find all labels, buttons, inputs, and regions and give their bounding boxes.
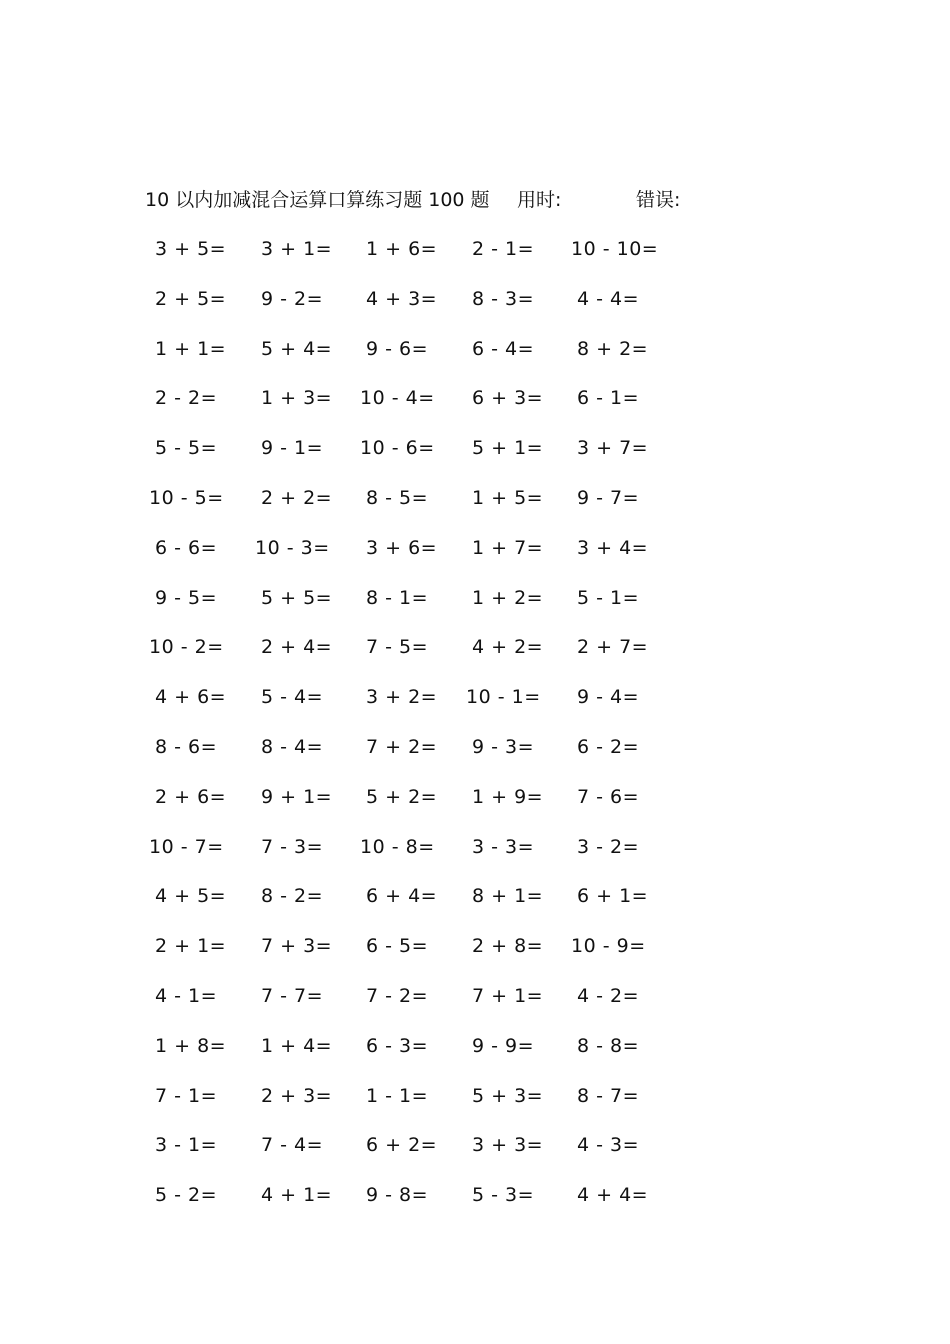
problem-item: 5 - 4=	[261, 686, 324, 709]
problem-item: 10 - 2=	[149, 636, 224, 659]
problem-item: 1 + 8=	[155, 1034, 227, 1057]
problem-item: 9 - 7=	[577, 486, 640, 509]
problem-item: 4 + 5=	[155, 885, 227, 908]
problem-item: 9 - 9=	[472, 1034, 535, 1057]
problem-item: 10 - 9=	[571, 935, 646, 958]
problem-item: 1 + 4=	[261, 1034, 333, 1057]
problem-item: 5 + 3=	[472, 1084, 544, 1107]
problem-item: 4 - 1=	[155, 984, 218, 1007]
problem-item: 2 + 8=	[472, 935, 544, 958]
error-count-label: 错误:	[636, 189, 681, 211]
problem-item: 8 - 4=	[261, 735, 324, 758]
problem-item: 8 - 2=	[261, 885, 324, 908]
problem-item: 7 - 6=	[577, 785, 640, 808]
problem-item: 3 + 7=	[577, 437, 649, 460]
problem-item: 10 - 5=	[149, 486, 224, 509]
problem-item: 6 - 3=	[366, 1034, 429, 1057]
problem-item: 7 - 2=	[366, 984, 429, 1007]
problem-item: 2 - 2=	[155, 387, 218, 410]
problem-item: 3 - 3=	[472, 835, 535, 858]
problem-item: 5 + 5=	[261, 586, 333, 609]
problem-item: 9 - 1=	[261, 437, 324, 460]
problem-item: 9 - 8=	[366, 1184, 429, 1207]
problem-item: 8 - 8=	[577, 1034, 640, 1057]
problem-item: 5 - 2=	[155, 1184, 218, 1207]
problem-item: 5 + 2=	[366, 785, 438, 808]
problem-item: 3 + 2=	[366, 686, 438, 709]
problem-item: 3 + 1=	[261, 238, 333, 260]
problem-item: 3 + 4=	[577, 536, 649, 559]
problem-item: 3 + 3=	[472, 1134, 544, 1157]
problem-item: 7 - 3=	[261, 835, 324, 858]
problem-item: 5 - 1=	[577, 586, 640, 609]
time-used-label: 用时:	[517, 189, 562, 211]
problem-item: 9 + 1=	[261, 785, 333, 808]
problem-item: 6 + 3=	[472, 387, 544, 410]
problem-item: 7 - 1=	[155, 1084, 218, 1107]
problem-item: 6 - 6=	[155, 536, 218, 559]
problem-item: 10 - 4=	[360, 387, 435, 410]
problem-item: 6 + 4=	[366, 885, 438, 908]
problem-item: 2 + 6=	[155, 785, 227, 808]
problem-item: 1 + 2=	[472, 586, 544, 609]
problem-item: 10 - 8=	[360, 835, 435, 858]
problem-item: 2 + 1=	[155, 935, 227, 958]
problem-item: 7 + 3=	[261, 935, 333, 958]
problem-item: 1 - 1=	[366, 1084, 429, 1107]
problem-item: 2 + 7=	[577, 636, 649, 659]
problem-item: 3 - 1=	[155, 1134, 218, 1157]
problem-item: 2 + 5=	[155, 287, 227, 310]
problem-item: 7 - 4=	[261, 1134, 324, 1157]
problem-item: 6 - 2=	[577, 735, 640, 758]
problem-item: 3 + 5=	[155, 238, 227, 260]
problem-item: 9 - 3=	[472, 735, 535, 758]
problem-item: 5 - 3=	[472, 1184, 535, 1207]
problem-item: 2 - 1=	[472, 238, 535, 260]
problem-item: 5 - 5=	[155, 437, 218, 460]
problem-item: 1 + 6=	[366, 238, 438, 260]
problem-item: 8 + 2=	[577, 337, 649, 360]
problem-item: 5 + 4=	[261, 337, 333, 360]
problem-item: 6 + 1=	[577, 885, 649, 908]
problem-item: 8 - 6=	[155, 735, 218, 758]
problem-item: 4 - 4=	[577, 287, 640, 310]
problem-item: 9 - 5=	[155, 586, 218, 609]
problem-item: 9 - 6=	[366, 337, 429, 360]
problem-item: 1 + 1=	[155, 337, 227, 360]
problem-item: 10 - 1=	[466, 686, 541, 709]
worksheet-title: 10 以内加减混合运算口算练习题 100 题	[145, 189, 490, 211]
problem-item: 10 - 10=	[571, 238, 659, 260]
problem-item: 7 - 7=	[261, 984, 324, 1007]
problem-item: 9 - 2=	[261, 287, 324, 310]
problem-item: 8 - 3=	[472, 287, 535, 310]
problem-item: 5 + 1=	[472, 437, 544, 460]
problem-item: 3 + 6=	[366, 536, 438, 559]
problem-item: 3 - 2=	[577, 835, 640, 858]
problem-item: 8 - 7=	[577, 1084, 640, 1107]
problem-item: 7 + 2=	[366, 735, 438, 758]
problem-item: 1 + 3=	[261, 387, 333, 410]
problem-item: 2 + 4=	[261, 636, 333, 659]
problem-item: 4 - 3=	[577, 1134, 640, 1157]
problem-item: 2 + 3=	[261, 1084, 333, 1107]
problem-item: 10 - 6=	[360, 437, 435, 460]
problem-item: 8 - 5=	[366, 486, 429, 509]
problem-item: 4 + 3=	[366, 287, 438, 310]
problem-item: 4 - 2=	[577, 984, 640, 1007]
problem-item: 6 - 4=	[472, 337, 535, 360]
problem-item: 4 + 6=	[155, 686, 227, 709]
problem-item: 1 + 5=	[472, 486, 544, 509]
problem-item: 7 + 1=	[472, 984, 544, 1007]
problem-item: 6 + 2=	[366, 1134, 438, 1157]
problem-item: 10 - 3=	[255, 536, 330, 559]
problem-item: 8 - 1=	[366, 586, 429, 609]
problem-item: 4 + 4=	[577, 1184, 649, 1207]
problem-item: 1 + 7=	[472, 536, 544, 559]
problem-item: 2 + 2=	[261, 486, 333, 509]
problem-item: 4 + 1=	[261, 1184, 333, 1207]
problem-item: 6 - 1=	[577, 387, 640, 410]
problem-item: 7 - 5=	[366, 636, 429, 659]
problem-item: 8 + 1=	[472, 885, 544, 908]
problem-item: 6 - 5=	[366, 935, 429, 958]
problem-item: 4 + 2=	[472, 636, 544, 659]
problem-item: 1 + 9=	[472, 785, 544, 808]
problem-item: 9 - 4=	[577, 686, 640, 709]
problem-item: 10 - 7=	[149, 835, 224, 858]
